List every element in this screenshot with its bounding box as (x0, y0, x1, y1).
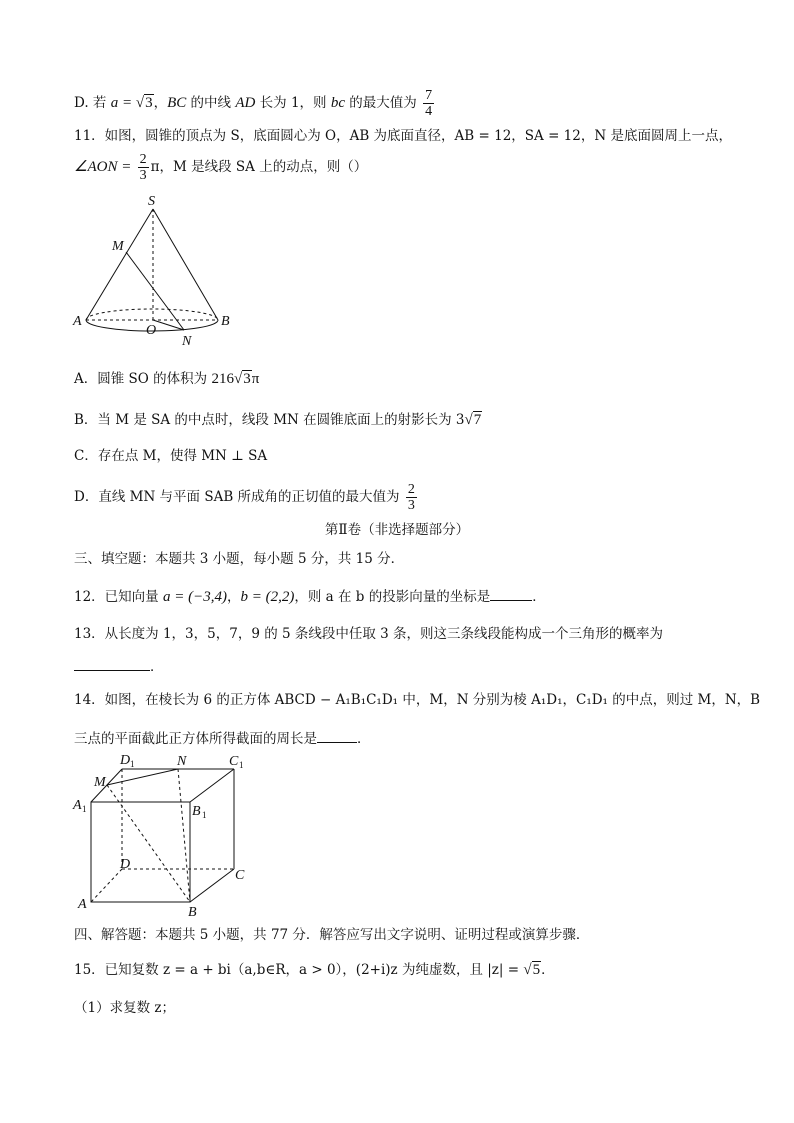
q15-sub1: （1）求复数 z； (74, 1000, 175, 1016)
text: 15．已知复数 z = a + bi（a,b∈R，a > 0），(2+i)z 为纯虚数，且 |z| = (74, 962, 524, 978)
sqrt-expr: √3 (135, 95, 153, 111)
section4-header: 四、解答题：本题共 5 小题，共 77 分．解答应写出文字说明、证明过程或演算步骤． (74, 927, 590, 943)
text: ． (357, 731, 371, 747)
label-d1: D (120, 753, 131, 768)
segment-nb (178, 769, 190, 902)
sqrt-expr: √3 (233, 371, 251, 387)
text: π，M 是线段 SA 上的动点，则（） (150, 159, 368, 175)
segment-mb (107, 785, 190, 902)
text: 12．已知向量 (74, 589, 163, 605)
label-sub: 1 (202, 810, 207, 820)
math-expr: AD (235, 95, 256, 111)
q11-option-b (74, 410, 482, 430)
text: B．当 M 是 SA 的中点时，线段 MN 在圆锥底面上的射影长为 3 (74, 412, 465, 428)
text: ． (541, 962, 555, 978)
label-n: N (177, 754, 187, 769)
text: ， (153, 95, 168, 111)
label-b: B (188, 905, 197, 920)
label-c1: C (229, 754, 239, 769)
option-label: D. 若 (74, 95, 107, 111)
math-expr: BC (167, 95, 187, 111)
q11-option-a (74, 369, 259, 389)
math-expr: a = (110, 95, 136, 111)
label-n: N (182, 334, 192, 349)
label-sub: 1 (239, 760, 244, 770)
label-sub: 1 (82, 804, 87, 814)
fraction: $\frac{2}{3}$ (139, 152, 147, 183)
label-o: O (146, 323, 157, 338)
cube-figure (70, 752, 260, 922)
sqrt-expr: √5 (523, 962, 541, 978)
text: D．直线 MN 与平面 SAB 所成角的正切值的最大值为 (74, 489, 400, 505)
q13-line1: 13．从长度为 1，3，5，7，9 的 5 条线段中任取 3 条，则这三条线段能构成一个三角形的概率为 (74, 626, 664, 642)
front-face (91, 802, 190, 902)
math-expr: ∠AON = (74, 159, 132, 175)
segment-on (153, 320, 184, 330)
cone-figure (70, 192, 240, 352)
cone-edge-sa (86, 209, 153, 320)
text: 三点的平面截此正方体所得截面的周长是 (74, 731, 317, 747)
q11-stem-line2 (74, 152, 367, 183)
math-expr: a = (−3,4) (162, 589, 227, 605)
text: ，则 a 在 b 的投影向量的坐标是 (294, 589, 491, 605)
sqrt-expr: √7 (464, 412, 482, 428)
text: A．圆锥 SO 的体积为 (74, 371, 212, 387)
label-a: A (78, 897, 87, 912)
q15-stem (74, 960, 555, 980)
label-m: M (94, 775, 106, 790)
math-expr: b = (2,2) (240, 589, 295, 605)
q11-stem-line1: 11．如图，圆锥的顶点为 S，底面圆心为 O，AB 为底面直径，AB = 12，SA = 12，N 是底面圆周上一点， (74, 128, 732, 144)
q13-line2 (74, 656, 164, 677)
fraction: $\frac{2}{3}$ (407, 482, 415, 513)
q11-option-d (74, 482, 419, 513)
text: 的最大值为 (345, 95, 417, 111)
math-expr: π (251, 371, 260, 387)
segment-mn (107, 769, 178, 785)
text: ， (226, 589, 241, 605)
label-a: A (73, 314, 82, 329)
text: ． (150, 659, 164, 675)
base-back-arc (86, 309, 218, 320)
text: 长为 1，则 (255, 95, 331, 111)
segment-mn (126, 252, 184, 330)
label-s: S (148, 194, 155, 209)
text: ． (532, 589, 546, 605)
edge-da (91, 869, 122, 902)
answer-blank[interactable] (74, 656, 150, 671)
label-sub: 1 (130, 759, 135, 769)
label-b: B (221, 314, 230, 329)
label-d: D (120, 857, 131, 872)
answer-blank[interactable] (317, 728, 357, 743)
label-c: C (235, 868, 245, 883)
section3-header: 三、填空题：本题共 3 小题，每小题 5 分，共 15 分． (74, 551, 405, 567)
q14-line2 (74, 728, 371, 749)
edge-cb (190, 869, 234, 902)
edge-c1b1 (190, 769, 234, 802)
q11-option-c: C．存在点 M，使得 MN ⊥ SA (74, 448, 268, 464)
answer-blank[interactable] (490, 586, 532, 601)
q14-line1: 14．如图，在棱长为 6 的正方体 ABCD − A₁B₁C₁D₁ 中，M，N 分别为棱 A₁D₁，C₁D₁ 的中点，则过 M，N，B (74, 692, 761, 708)
text: 的中线 (186, 95, 236, 111)
part2-title: 第Ⅱ卷（非选择题部分） (324, 522, 470, 538)
fraction: $\frac{7}{4}$ (425, 88, 433, 119)
label-m: M (112, 239, 124, 254)
math-expr: bc (330, 95, 345, 111)
prev-option-d (74, 88, 436, 119)
label-a1: A (73, 798, 82, 813)
cone-edge-sb (153, 209, 218, 320)
math-expr: 216 (211, 371, 234, 387)
q12 (74, 586, 546, 607)
label-b1: B (192, 804, 201, 819)
